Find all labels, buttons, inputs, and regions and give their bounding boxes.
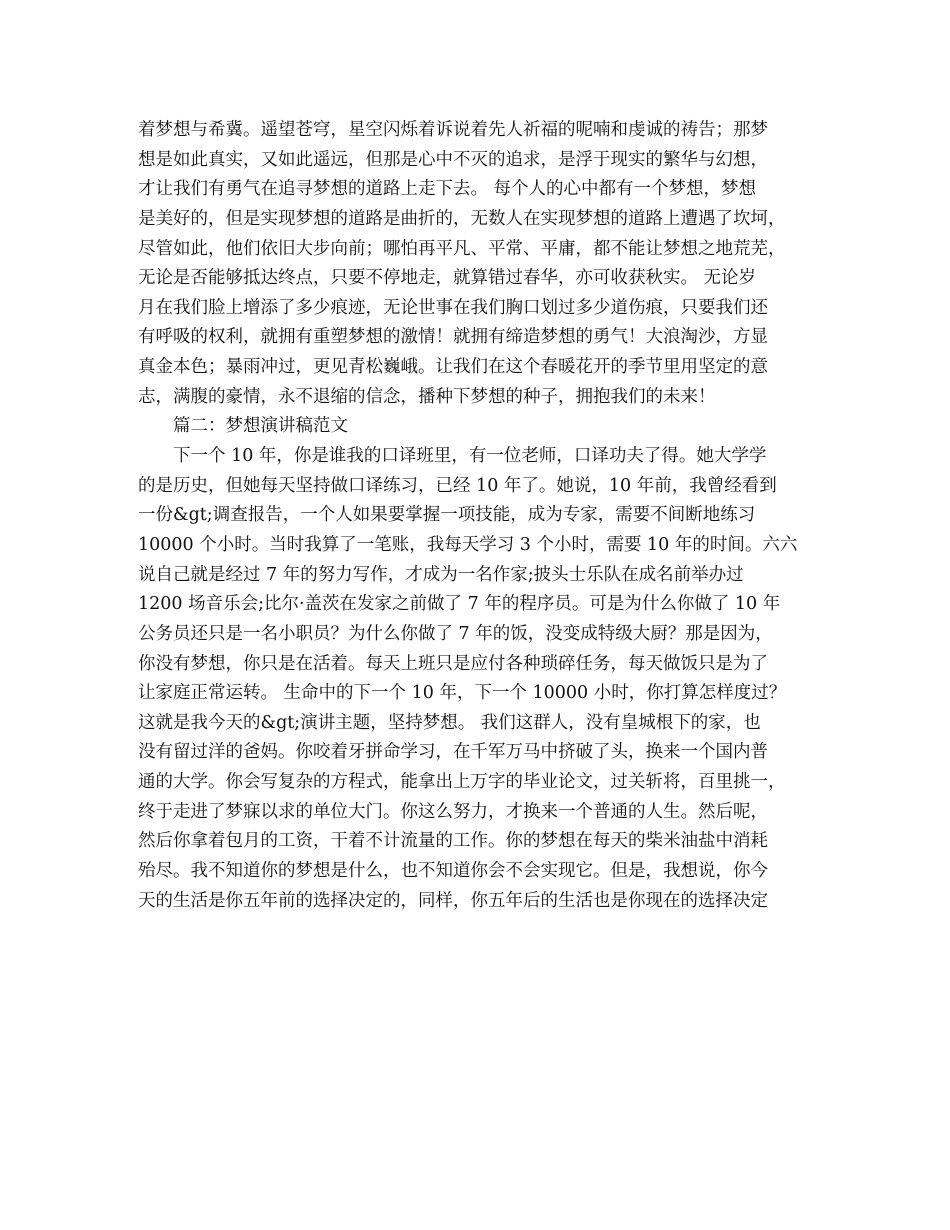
text-line: 这就是我今天的&gt;演讲主题，坚持梦想。 我们这群人，没有皇城根下的家，也: [138, 712, 761, 733]
text-line: 才让我们有勇气在追寻梦想的道路上走下去。 每个人的心中都有一个梦想，梦想: [138, 179, 757, 200]
body-text: [138, 116, 828, 916]
text-line: 想是如此真实，又如此遥远，但那是心中不灭的追求，是浮于现实的繁华与幻想，: [138, 149, 768, 170]
text-line: 没有留过洋的爸妈。你咬着牙拼命学习，在千军万马中挤破了头，换来一个国内普: [138, 742, 768, 763]
text-line: 是美好的，但是实现梦想的道路是曲折的，无数人在实现梦想的道路上遭遇了坎坷，: [138, 208, 786, 229]
text-line: 1200 场音乐会;比尔·盖茨在发家之前做了 7 年的程序员。可是为什么你做了 10 年: [138, 594, 781, 615]
text-line: 通的大学。你会写复杂的方程式，能拿出上万字的毕业论文，过关斩将，百里挑一，: [138, 772, 786, 793]
text-line: 一份&gt;调查报告，一个人如果要掌握一项技能，成为专家，需要不间断地练习: [138, 505, 756, 526]
text-line: 着梦想与希冀。遥望苍穹，星空闪烁着诉说着先人祈福的呢喃和虔诚的祷告；那梦: [138, 120, 768, 140]
text-line: 的是历史，但她每天坚持做口译练习，已经 10 年了。她说，10 年前，我曾经看到: [138, 475, 777, 496]
text-line: 公务员还只是一名小职员？为什么你做了 7 年的饭，没变成特级大厨？那是因为，: [138, 623, 773, 644]
text-line: 殆尽。我不知道你的梦想是什么，也不知道你会不会实现它。但是，我想说，你今: [138, 861, 768, 882]
text-line: 尽管如此，他们依旧大步向前；哪怕再平凡、平常、平庸，都不能让梦想之地荒芜，: [138, 238, 786, 259]
text-line: 志，满腹的豪情，永不退缩的信念，播种下梦想的种子，拥抱我们的未来！: [138, 386, 716, 407]
text-line: 终于走进了梦寐以求的单位大门。你这么努力，才换来一个普通的人生。然后呢，: [138, 801, 768, 822]
text-line: 有呼吸的权利，就拥有重塑梦想的激情！就拥有缔造梦想的勇气！大浪淘沙，方显: [138, 327, 768, 348]
text-line: 让家庭正常运转。 生命中的下一个 10 年，下一个 10000 小时，你打算怎样度过？: [138, 683, 787, 704]
text-line: 你没有梦想，你只是在活着。每天上班只是应付各种琐碎任务，每天做饭只是为了: [138, 653, 768, 674]
text-line: 月在我们脸上增添了多少痕迹，无论世事在我们胸口划过多少道伤痕，只要我们还: [138, 297, 768, 318]
text-line: 下一个 10 年，你是谁我的口译班里，有一位老师，口译功夫了得。她大学学: [173, 446, 767, 467]
text-line: 然后你拿着包月的工资，干着不计流量的工作。你的梦想在每天的柴米油盐中消耗: [138, 831, 768, 852]
text-line: 天的生活是你五年前的选择决定的，同样，你五年后的生活也是你现在的选择决定: [138, 890, 768, 911]
text-line: 无论是否能够抵达终点，只要不停地走，就算错过春华，亦可收获秋实。 无论岁: [138, 268, 757, 289]
section-heading: 篇二：梦想演讲稿范文: [173, 416, 348, 437]
text-line: 说自己就是经过 7 年的努力写作，才成为一名作家;披头士乐队在成名前举办过: [138, 564, 744, 585]
text-line: 真金本色；暴雨冲过，更见青松巍峨。让我们在这个春暖花开的季节里用坚定的意: [138, 357, 768, 378]
text-line: 10000 个小时。当时我算了一笔账，我每天学习 3 个小时，需要 10 年的时间。六六: [138, 534, 798, 555]
